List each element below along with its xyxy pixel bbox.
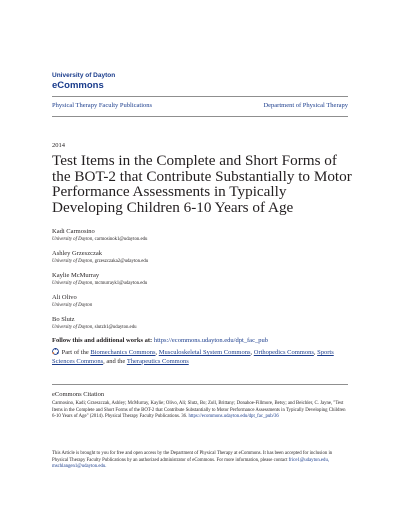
author-block <box>52 316 137 331</box>
author-block <box>52 272 147 287</box>
author-affiliation <box>52 236 147 243</box>
author-institution: University of Dayton <box>52 303 93 308</box>
publication-year: 2014 <box>52 142 65 149</box>
commons-network-icon <box>52 348 59 355</box>
author-block <box>52 228 147 243</box>
author-block <box>52 294 92 309</box>
part-of-separator: , <box>250 349 253 356</box>
repository-org[interactable]: University of Dayton <box>52 72 116 79</box>
access-notice <box>52 451 348 471</box>
author-affiliation <box>52 302 92 309</box>
orthopedics-commons-link[interactable]: Orthopedics Commons <box>253 349 314 356</box>
therapeutics-commons-link[interactable]: Therapeutics Commons <box>126 357 189 365</box>
author-email: , carmosinok1@udayton.edu <box>92 237 148 242</box>
part-of-prefix: Part of the <box>61 349 89 356</box>
notice-text: This Article is brought to you for free and open access by the Department of Physical Therapy at eCommons. It has been accepted for inclusion in Physical Therapy Faculty Publications by an authorized administrator of eCommons. For more information, please contact <box>52 451 333 463</box>
author-name: Ashley Grzeszczak <box>52 250 102 257</box>
author-institution: University of Dayton <box>52 325 93 330</box>
part-of-commons <box>52 348 348 366</box>
sports-sciences-commons-link[interactable]: Sports Sciences Commons <box>52 349 334 365</box>
author-name: Ali Olivo <box>52 294 77 301</box>
author-block <box>52 250 148 265</box>
author-email: , mcmurrayk1@udayton.edu <box>92 281 148 286</box>
citation-link[interactable]: https://ecommons.udayton.edu/dpt_fac_pub/36 <box>188 414 279 420</box>
repository-branding <box>52 72 115 91</box>
author-affiliation <box>52 324 137 331</box>
author-name: Kadi Carmosino <box>52 228 95 235</box>
series-link[interactable]: Physical Therapy Faculty Publications <box>52 102 153 109</box>
citation-rule <box>52 384 348 385</box>
citation-body <box>52 401 348 421</box>
follow-line <box>52 337 268 345</box>
author-affiliation <box>52 280 147 287</box>
author-affiliation <box>52 258 148 265</box>
author-institution: University of Dayton <box>52 259 93 264</box>
follow-url-link[interactable]: https://ecommons.udayton.edu/dpt_fac_pub <box>153 337 268 344</box>
author-institution: University of Dayton <box>52 237 93 242</box>
part-of-separator: , <box>155 349 158 356</box>
part-of-separator: , <box>313 349 316 356</box>
contact-email-link[interactable]: frice1@udayton.edu, mschlangen1@udayton.edu. <box>52 457 330 470</box>
author-email: , slutzb1@udayton.edu <box>92 325 137 330</box>
article-title: Test Items in the Complete and Short Forms of the BOT-2 that Contribute Substantially to Motor Performance Assessments in Typically Developing Children 6-10 Years of Age <box>52 152 352 216</box>
author-email: , grzeszczaka2@udayton.edu <box>92 259 149 264</box>
repository-name[interactable]: eCommons <box>52 80 104 91</box>
follow-label: Follow this and additional works at: <box>52 337 153 344</box>
author-institution: University of Dayton <box>52 281 93 286</box>
department-link[interactable]: Department of Physical Therapy <box>263 102 348 109</box>
citation-heading: eCommons Citation <box>52 391 105 398</box>
biomechanics-commons-link[interactable]: Biomechanics Commons <box>90 349 156 356</box>
author-name: Kaylie McMurray <box>52 272 100 279</box>
header-bottom-rule <box>52 116 348 117</box>
header-top-rule <box>52 96 348 97</box>
musculoskeletal-commons-link[interactable]: Musculoskeletal System Commons <box>158 349 251 356</box>
part-of-separator: , and the <box>103 357 126 365</box>
author-name: Bo Slutz <box>52 316 75 323</box>
citation-text: Carmosino, Kadi; Grzeszczak, Ashley; McMurray, Kaylie; Olivo, Ali; Slutz, Bo; Zoll, Brittany; Donahoe-Fillmore, Betsy; and Beichler, C. Jayne, "Test Items in the Complete and Short Forms of the BOT-2 that Contribute Substantially to Motor Performance Assessments in Typically Developing Children 6-10 Years of Age" (2014). Physical Therapy Faculty Publications. 36. <box>52 401 346 420</box>
